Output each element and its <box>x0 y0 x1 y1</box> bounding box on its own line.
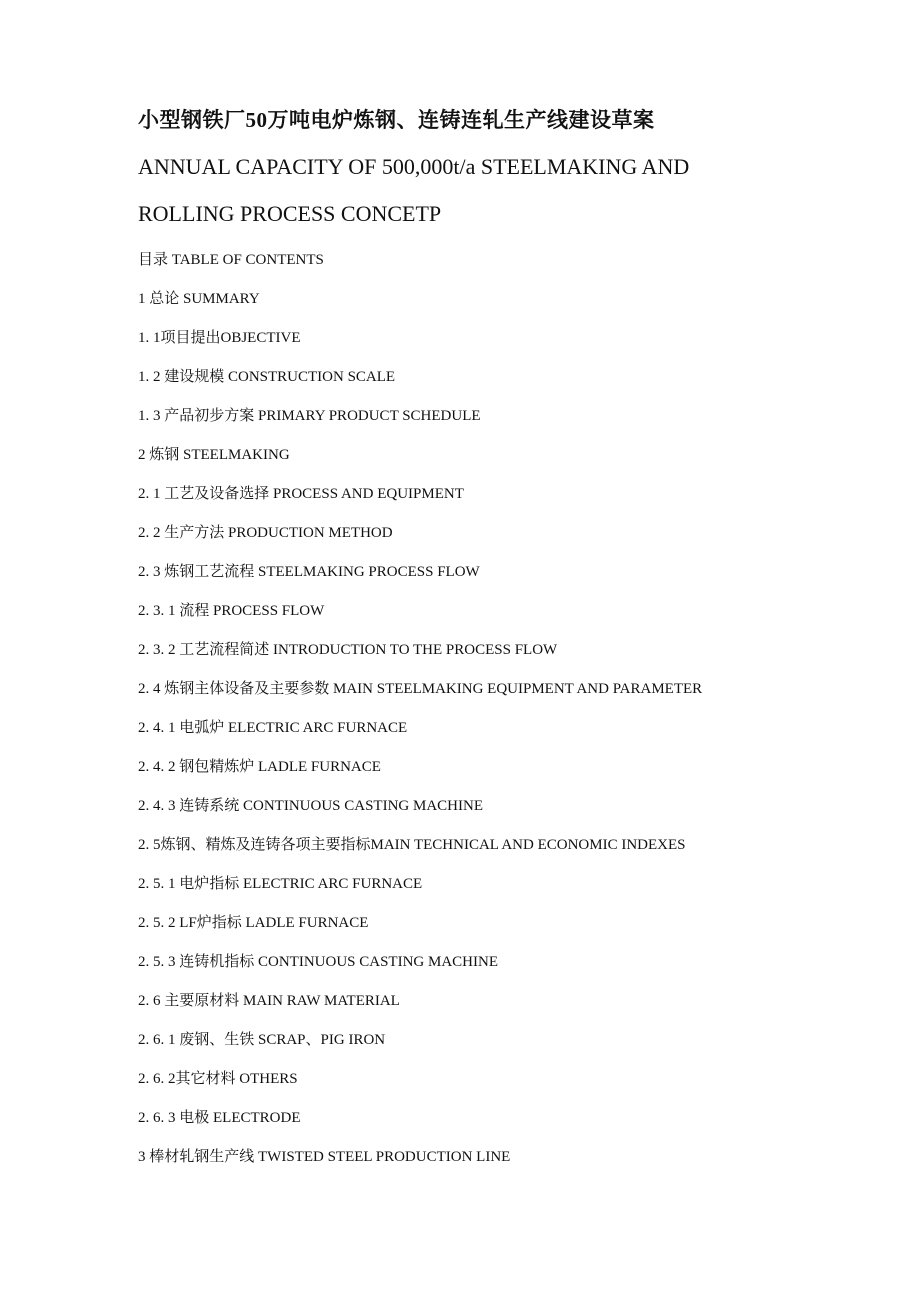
toc-item: 1 总论 SUMMARY <box>138 291 260 307</box>
toc-item: 2. 5. 3 连铸机指标 CONTINUOUS CASTING MACHINE <box>138 954 499 970</box>
toc-item: 2. 5. 1 电炉指标 ELECTRIC ARC FURNACE <box>138 876 423 892</box>
table-of-contents <box>138 250 702 1186</box>
document-title-english-line-1: ANNUAL CAPACITY OF 500,000t/a STEELMAKING AND <box>138 154 690 179</box>
toc-item: 1. 3 产品初步方案 PRIMARY PRODUCT SCHEDULE <box>138 408 481 424</box>
toc-item: 2. 3. 1 流程 PROCESS FLOW <box>138 603 325 619</box>
toc-item: 2. 3 炼钢工艺流程 STEELMAKING PROCESS FLOW <box>138 564 480 580</box>
toc-item: 2. 4. 1 电弧炉 ELECTRIC ARC FURNACE <box>138 720 408 736</box>
toc-item: 1. 2 建设规模 CONSTRUCTION SCALE <box>138 369 396 385</box>
toc-item: 2. 4. 2 钢包精炼炉 LADLE FURNACE <box>138 759 381 775</box>
document-title-english-line-2: ROLLING PROCESS CONCETP <box>138 201 442 226</box>
toc-item: 2. 5炼钢、精炼及连铸各项主要指标MAIN TECHNICAL AND ECONOMIC INDEXES <box>138 837 686 853</box>
toc-item: 2 炼钢 STEELMAKING <box>138 447 290 463</box>
document-title-chinese: 小型钢铁厂50万吨电炉炼钢、连铸连轧生产线建设草案 <box>138 108 655 132</box>
toc-item: 2. 3. 2 工艺流程简述 INTRODUCTION TO THE PROCESS FLOW <box>138 642 558 658</box>
toc-item: 2. 5. 2 LF炉指标 LADLE FURNACE <box>138 915 369 931</box>
toc-item: 2. 6. 1 废钢、生铁 SCRAP、PIG IRON <box>138 1032 386 1048</box>
toc-item: 1. 1项目提出OBJECTIVE <box>138 330 301 346</box>
toc-item: 3 棒材轧钢生产线 TWISTED STEEL PRODUCTION LINE <box>138 1149 511 1165</box>
toc-item: 2. 2 生产方法 PRODUCTION METHOD <box>138 525 393 541</box>
toc-item: 2. 6 主要原材料 MAIN RAW MATERIAL <box>138 993 400 1009</box>
toc-item: 2. 4. 3 连铸系统 CONTINUOUS CASTING MACHINE <box>138 798 484 814</box>
toc-item: 2. 4 炼钢主体设备及主要参数 MAIN STEELMAKING EQUIPMENT AND PARAMETER <box>138 681 703 697</box>
toc-heading: 目录 TABLE OF CONTENTS <box>138 252 324 268</box>
toc-item: 2. 1 工艺及设备选择 PROCESS AND EQUIPMENT <box>138 486 464 502</box>
toc-item: 2. 6. 2其它材料 OTHERS <box>138 1071 298 1087</box>
toc-item: 2. 6. 3 电极 ELECTRODE <box>138 1110 301 1126</box>
